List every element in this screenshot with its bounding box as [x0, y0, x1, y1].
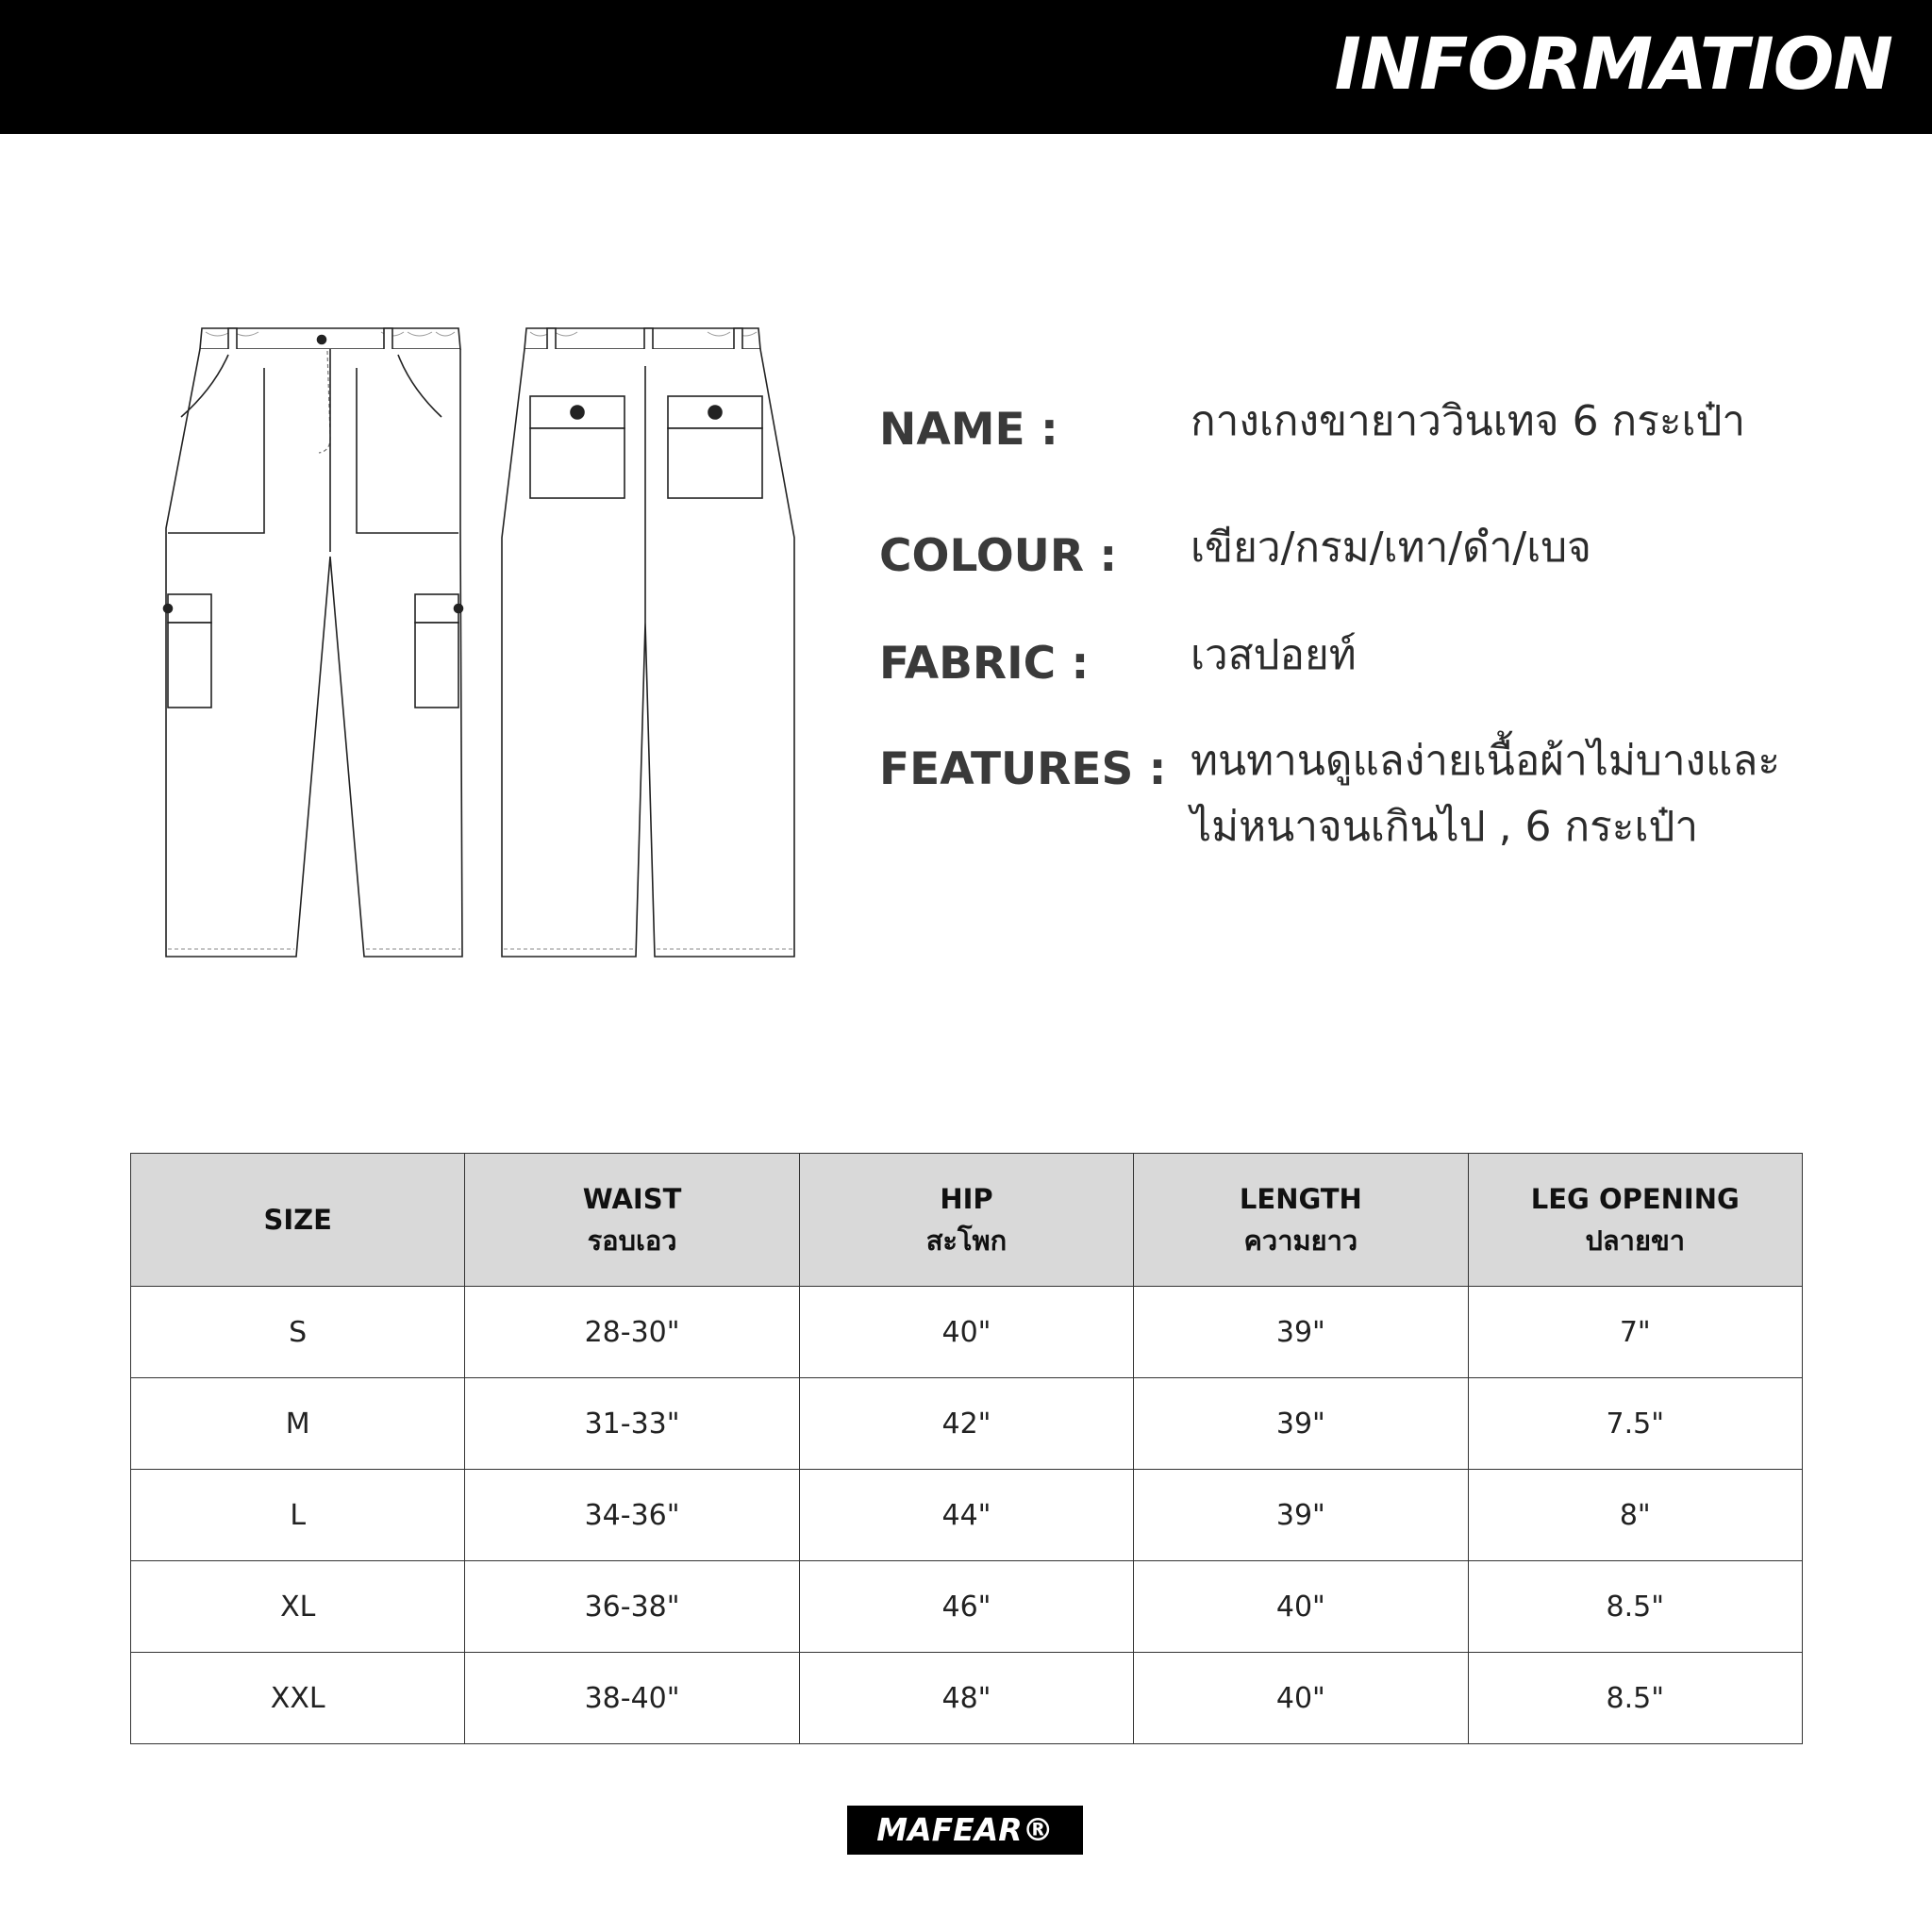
back-view-drawing [502, 328, 794, 957]
cell-hip: 46" [799, 1561, 1133, 1653]
cell-size: M [131, 1378, 465, 1470]
fabric-value [1191, 623, 1879, 689]
features-value [1191, 728, 1879, 860]
name-label: NAME : [879, 404, 1058, 456]
table-row [131, 1561, 1803, 1653]
cell-leg-opening: 7.5" [1468, 1378, 1802, 1470]
cell-size: S [131, 1287, 465, 1378]
table-row [131, 1470, 1803, 1561]
page-title: INFORMATION [1334, 22, 1892, 106]
cell-hip: 48" [799, 1653, 1133, 1744]
cell-size: XL [131, 1561, 465, 1653]
pants-line-art [151, 311, 830, 972]
table-row [131, 1378, 1803, 1470]
header-waist: WAIST รอบเอว [465, 1154, 799, 1287]
table-row [131, 1287, 1803, 1378]
cell-hip: 40" [799, 1287, 1133, 1378]
cell-hip: 42" [799, 1378, 1133, 1470]
header-hip: HIP สะโพก [799, 1154, 1133, 1287]
pants-drawings [151, 311, 830, 972]
cell-length: 40" [1134, 1653, 1468, 1744]
cell-leg-opening: 8.5" [1468, 1653, 1802, 1744]
header-bar [0, 0, 1932, 134]
cell-waist: 31-33" [465, 1378, 799, 1470]
cell-leg-opening: 7" [1468, 1287, 1802, 1378]
cell-length: 39" [1134, 1287, 1468, 1378]
cell-waist: 36-38" [465, 1561, 799, 1653]
colour-label: COLOUR : [879, 530, 1118, 582]
cell-waist: 28-30" [465, 1287, 799, 1378]
cell-length: 40" [1134, 1561, 1468, 1653]
fabric-label: FABRIC : [879, 638, 1090, 690]
size-chart-table [130, 1153, 1803, 1744]
cell-size: XXL [131, 1653, 465, 1744]
features-line-2: ไม่หนาจนเกินไป , 6 กระเป๋า [1191, 803, 1699, 851]
cell-hip: 44" [799, 1470, 1133, 1561]
brand-logo: MAFEAR® [847, 1806, 1083, 1855]
features-label: FEATURES : [879, 743, 1167, 795]
cell-leg-opening: 8" [1468, 1470, 1802, 1561]
name-value [1191, 389, 1879, 455]
cell-length: 39" [1134, 1378, 1468, 1470]
features-line-1: ทนทานดูแลง่ายเนื้อผ้าไม่บางและ [1191, 737, 1780, 785]
colour-value [1191, 515, 1879, 581]
fabric-value-text: เวสปอยท์ [1191, 631, 1357, 679]
table-row [131, 1653, 1803, 1744]
name-value-text: กางเกงขายาววินเทจ 6 กระเป๋า [1191, 397, 1746, 445]
colour-value-text: เขียว/กรม/เทา/ดำ/เบจ [1191, 524, 1591, 572]
header-leg-opening: LEG OPENING ปลายขา [1468, 1154, 1802, 1287]
header-size: SIZE [131, 1154, 465, 1287]
cell-size: L [131, 1470, 465, 1561]
cell-leg-opening: 8.5" [1468, 1561, 1802, 1653]
cell-waist: 34-36" [465, 1470, 799, 1561]
table-header-row [131, 1154, 1803, 1287]
front-view-drawing [164, 328, 463, 957]
header-length: LENGTH ความยาว [1134, 1154, 1468, 1287]
cell-waist: 38-40" [465, 1653, 799, 1744]
cell-length: 39" [1134, 1470, 1468, 1561]
